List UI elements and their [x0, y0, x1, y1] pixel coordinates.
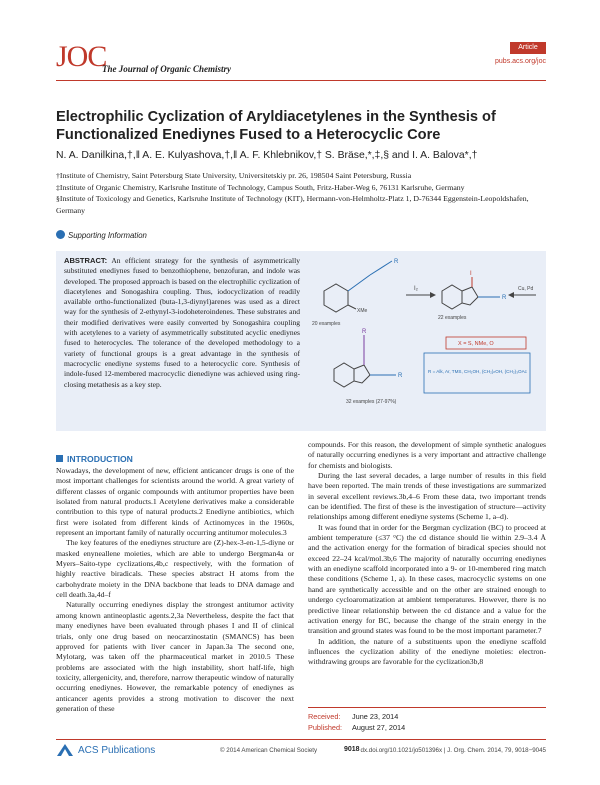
journal-logo: JOC [56, 40, 107, 73]
affiliation-3: §Institute of Toxicology and Genetics, Karlsruhe Institute of Technology (KIT), Hermann-von-Helmholtz-Platz 1, D-76344 Eggenstein-Leopoldshafen, Germany [56, 194, 529, 215]
article-type-badge: Article [510, 42, 546, 54]
section-square-icon [56, 455, 63, 462]
abstract-text [64, 256, 300, 390]
introduction-heading: INTRODUCTION [56, 454, 133, 464]
page-footer [56, 743, 546, 759]
acs-logo-icon [56, 743, 74, 757]
publication-dates [308, 707, 546, 733]
svg-text:R: R [398, 373, 403, 379]
body-column-right [308, 440, 546, 668]
svg-text:R: R [362, 329, 367, 335]
abstract-body: An efficient strategy for the synthesis of asymmetrically substituted enediynes fused to benzothiophene, benzofuran, and indole was developed. The proposed approach is based on the electrophilic cyclization of diacetylenes and Sonogashira coupling. Thus, iodocyclization of readily available ortho-functionalized (buta-1,3-diynyl)arenes was used as a direct way for the synthesis of 2-ethynyl-3-iodoheteroindenes. These substrates and their modified derivatives were easily converted by Sonogashira coupling with acetylenes to a variety of asymmetrically substituted acyclic enediynes fused to heterocycles. The tolerance of the developed methodology to a variety of functional groups is a great advantage in the synthesis of macrocyclic enediyne systems fused to a heterocyclic core. Synthesis of indole-fused 12-membered macrocyclic dienediyne was achieved using ring-closing metathesis as a key step. [64, 256, 300, 389]
intro-paragraph-7: In addition, the nature of a substituents upon the enediyne scaffold influences the cyclization ability of the enediyne moieties: electron-withdrawing groups are favorable for the cyclization3b,8 [308, 636, 546, 667]
r-substituent-label: R = Alk, Ar, TMS, CH₂OH, (CH₂)ₙOH, (CH₂)₃OAc [428, 369, 527, 374]
intro-paragraph-4: compounds. For this reason, the development of simple synthetic analogues of naturally occurring enediynes is a very important and attractive challenge for chemists and biologists. [308, 440, 546, 470]
affiliation-2: ‡Institute of Organic Chemistry, Karlsruhe Institute of Technology, Campus South, Fritz-Haber-Weg 6, 76131 Karlsruhe, Germany [56, 182, 465, 192]
enediyne-product-structure [334, 335, 396, 387]
toc-label-b: 22 examples [438, 315, 467, 321]
svg-text:R: R [502, 295, 507, 301]
toc-bottom-label: 32 examples (27-97%) [346, 399, 397, 405]
author-list: N. A. Danilkina,†,‖ A. E. Kulyashova,†,‖ A. F. Khlebnikov,† S. Bräse,*,‡,§ and I. A. Balova*,† [56, 150, 478, 161]
intro-paragraph-2: The key features of the enediynes structure are (Z)-hex-3-en-1,5-diyne or masked enyneallene moieties, which are able to undergo Bergman4a or Myers–Saito-type cyclizations,4b,c respectively, with the formation of highly reactive biradicals. These species abstract H atoms from the carbohydrate moiety in the DNA backbone that leads to DNA damage and cell death.3a,4d–f [56, 538, 294, 600]
publisher-name: ACS Publications [78, 745, 156, 756]
header-divider [56, 80, 546, 81]
svg-text:R: R [394, 259, 399, 265]
affiliations [56, 170, 546, 216]
page-number: 9018 [344, 746, 360, 753]
paper-title: Electrophilic Cyclization of Aryldiacetylenes in the Synthesis of Functionalized Enediynes Fused to a Heterocyclic Core [56, 109, 496, 143]
journal-name: The Journal of Organic Chemistry [102, 64, 232, 74]
svg-text:I: I [470, 271, 472, 277]
toc-graphic [310, 253, 540, 427]
intro-paragraph-6: It was found that in order for the Bergman cyclization (BC) to proceed at ambient temperature (≤37 °C) the cd distance should lie within 2.9–3.4 Å and the activation energy for the formation of biradical species should not exceed 22–24 kcal/mol.3b,6 The majority of naturally occurring enediynes with an enediyne scaffold incorporated into a 9- or 10-membered ring match these conditions (Scheme 1, a). In these cases, macrocyclic systems on one hand are synthetically accessible and on the other are strained enough to undergo cycloaromatization at ambient temperatures. However, there is no predictive linear relationship between the cd distance and a value for the activation energy for BC, because the change of the strain energy in the transition and ground states was found to be the most important parameter.7 [308, 522, 546, 636]
reaction-conditions-label: Cu, Pd [518, 286, 534, 292]
supporting-info-label: Supporting Information [68, 231, 147, 240]
starting-material-structure [324, 261, 392, 312]
journal-header [56, 42, 546, 80]
intro-paragraph-5: During the last several decades, a large number of results in this field have been reported. The main trends of these investigations are summarized in several excellent reviews.3b,4–6 From these data, two important trends can be identified. The first of these is the investigation of structure—activity relationships among different enediyne systems (Scheme 1, a–d). [308, 471, 546, 522]
published-date: Published: August 27, 2014 [308, 722, 406, 732]
received-date: Received: June 23, 2014 [308, 712, 399, 721]
journal-url-link[interactable]: pubs.acs.org/joc [495, 58, 546, 65]
iodo-heteroindene-structure [442, 277, 500, 309]
footer-divider [56, 739, 546, 740]
supporting-info-link[interactable] [56, 230, 147, 240]
body-column-left [56, 466, 294, 714]
affiliation-1: †Institute of Chemistry, Saint Petersburg State University, Universitetskiy pr. 26, 198504 Saint Petersburg, Russia [56, 171, 412, 180]
reagent-label: I₂ [414, 286, 418, 292]
intro-paragraph-1: Nowadays, the development of new, efficient anticancer drugs is one of the most important challenges for scientists around the world. A great variety of different classes of organic compounds with antitumor properties have been isolated from natural products.1 Acetylene derivatives make a considerable contribution to this type of natural products.2 Enediyne antibiotics, which first were isolated from different kinds of Actinomyces in the 1960s, represent an important family of naturally occurring antitumor molecules.3 [56, 466, 294, 538]
supporting-info-icon [56, 230, 65, 239]
abstract-label: ABSTRACT: [64, 256, 108, 265]
intro-paragraph-3: Naturally occurring enediynes display the strongest antitumor activity among known antineoplastic agents.2,3a Nevertheless, despite the fact that many enediynes have been evaluated through phases I and II of clinical trials, only one drug based on neocarzinostatin (SMANCS) has been approved for patients with liver cancer in Japan.3a The second one, Mylotarg, was taken off the pharmaceutical market in 2010.5 These problems are associated with the high instability, short half-life, high toxicity, allergenicity, and, therefore, narrow therapeutic window of naturally occurring enediynes. However, the remarkable potency of enediynes as anticancer agents provides a strong motivation to discover the next generation of these [56, 600, 294, 713]
copyright-notice: © 2014 American Chemical Society [220, 747, 318, 754]
svg-text:XMe: XMe [357, 308, 368, 314]
toc-label-a: 20 examples [312, 321, 341, 327]
abstract-box [56, 251, 546, 431]
doi-link[interactable]: dx.doi.org/10.1021/jo501396x | J. Org. Chem. 2014, 79, 9018−9045 [360, 747, 546, 754]
x-substituent-label: X = S, NMe, O [458, 341, 494, 347]
